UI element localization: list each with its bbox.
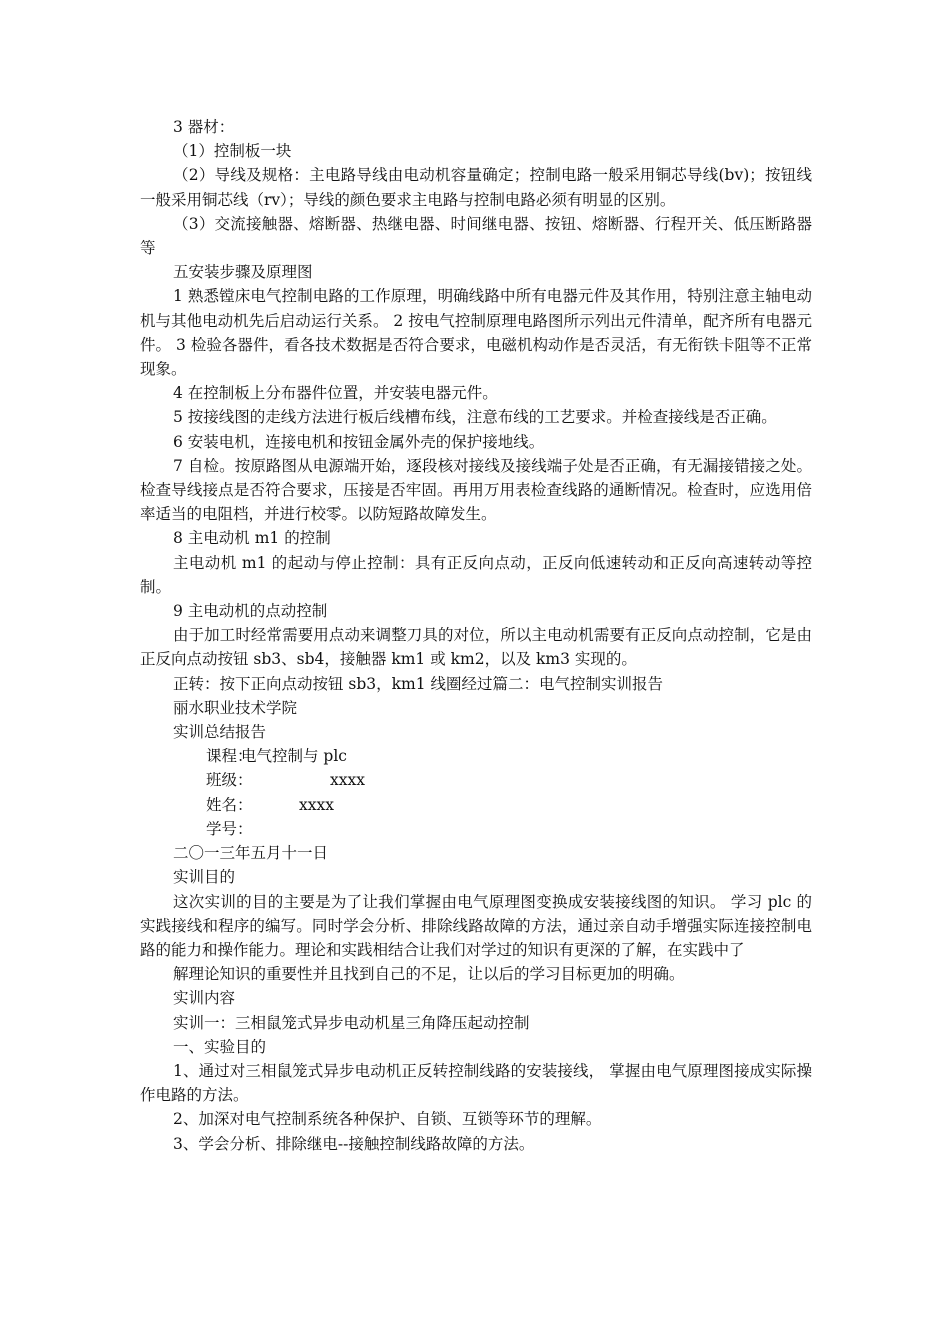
info-value: 电气控制与 plc bbox=[241, 747, 347, 766]
info-row-student-id bbox=[140, 817, 812, 841]
paragraph: 7 自检。按原路图从电源端开始，逐段核对接线及接线端子处是否正确，有无漏接错接之处。检查导线接点是否符合要求，压接是否牢固。再用万用表检查线路的通断情况。检查时，应选用倍率适当的电阻档，并进行校零。以防短路故障发生。 bbox=[140, 456, 812, 524]
report-date: 二〇一三年五月十一日 bbox=[173, 844, 329, 863]
info-value: xxxx bbox=[330, 771, 365, 790]
paragraph: 2、加深对电气控制系统各种保护、自锁、互锁等环节的理解。 bbox=[173, 1110, 602, 1129]
info-row-class bbox=[140, 768, 812, 792]
info-label: 姓名： bbox=[206, 795, 253, 814]
report-title: 实训总结报告 bbox=[173, 723, 267, 742]
paragraph: 主电动机 m1 的起动与停止控制：具有正反向点动，正反向低速转动和正反向高速转动等控制。 bbox=[140, 553, 812, 596]
document-body bbox=[140, 115, 812, 1156]
paragraph: （2）导线及规格：主电路导线由电动机容量确定；控制电路一般采用铜芯导线(bv)；按钮线一般采用铜芯线（rv）；导线的颜色要求主电路与控制电路必须有明显的区别。 bbox=[140, 166, 812, 209]
paragraph: 1、通过对三相鼠笼式异步电动机正反转控制线路的安装接线， 掌握由电气原理图接成实际操作电路的方法。 bbox=[140, 1061, 812, 1105]
paragraph: 这次实训的目的主要是为了让我们掌握由电气原理图变换成安装接线图的知识。 学习 plc 的实践接线和程序的编写。同时学会分析、排除线路故障的方法，通过亲自动手增强实际连接控制电路的能力和操作能力。理论和实践相结合让我们对学过的知识有更深的了解，在实践中了 bbox=[140, 892, 812, 959]
section-heading: 实训目的 bbox=[173, 868, 236, 887]
paragraph: 解理论知识的重要性并且找到自己的不足，让以后的学习目标更加的明确。 bbox=[173, 965, 685, 984]
paragraph: 正转：按下正向点动按钮 sb3，km1 线圈经过篇二：电气控制实训报告 bbox=[173, 674, 664, 693]
paragraph: 由于加工时经常需要用点动来调整刀具的对位，所以主电动机需要有正反向点动控制，它是由正反向点动按钮 sb3、sb4，接触器 km1 或 km2，以及 km3 实现的。 bbox=[140, 626, 812, 669]
info-value: xxxx bbox=[299, 795, 334, 814]
paragraph: 6 安装电机，连接电机和按钮金属外壳的保护接地线。 bbox=[173, 432, 545, 451]
section-heading: 实训一：三相鼠笼式异步电动机星三角降压起动控制 bbox=[173, 1013, 530, 1032]
paragraph: （1）控制板一块 bbox=[173, 142, 292, 161]
paragraph: 1 熟悉镗床电气控制电路的工作原理，明确线路中所有电器元件及其作用，特别注意主轴电动机与其他电动机先后启动运行关系。 2 按电气控制原理电路图所示列出元件清单，配齐所有电器元件。 3 检验各器件，看各技术数据是否符合要求，电磁机构动作是否灵活，有无衔铁卡阻等不正常现象。 bbox=[140, 287, 812, 379]
info-label: 课程： bbox=[206, 747, 253, 766]
paragraph: （3）交流接触器、熔断器、热继电器、时间继电器、按钮、熔断器、行程开关、低压断路器等 bbox=[140, 214, 812, 258]
paragraph: 3 器材： bbox=[173, 118, 235, 136]
section-heading: 实训内容 bbox=[173, 989, 236, 1008]
paragraph: 9 主电动机的点动控制 bbox=[173, 602, 328, 621]
info-row-name bbox=[140, 793, 812, 817]
info-label: 学号： bbox=[206, 819, 253, 838]
school-name: 丽水职业技术学院 bbox=[173, 698, 298, 717]
section-heading: 一、实验目的 bbox=[173, 1037, 267, 1056]
paragraph: 8 主电动机 m1 的控制 bbox=[173, 529, 331, 548]
info-row-course bbox=[140, 744, 812, 768]
paragraph: 3、学会分析、排除继电--接触控制线路故障的方法。 bbox=[173, 1134, 535, 1153]
info-label: 班级： bbox=[206, 771, 253, 790]
paragraph: 4 在控制板上分布器件位置，并安装电器元件。 bbox=[173, 384, 498, 403]
section-heading: 五安装步骤及原理图 bbox=[173, 263, 313, 282]
paragraph: 5 按接线图的走线方法进行板后线槽布线，注意布线的工艺要求。并检查接线是否正确。 bbox=[173, 408, 777, 427]
